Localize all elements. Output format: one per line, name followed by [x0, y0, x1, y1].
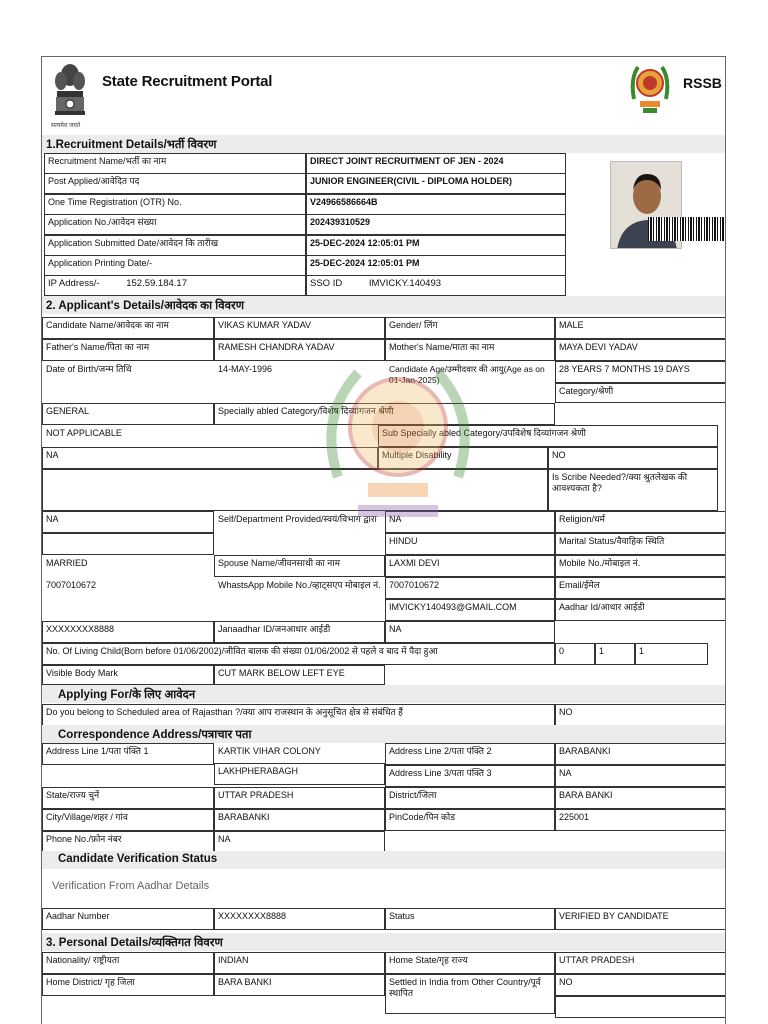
mother-name-label: Mother's Name/माता का नाम: [385, 339, 555, 361]
settled-from-other-country-label: Settled in India from Other Country/पूर्व स्थापित: [385, 974, 555, 1014]
section-personal-title: 3. Personal Details/व्यक्तिगत विवरण: [42, 933, 726, 951]
gender-value: MALE: [555, 317, 726, 339]
dob-value: 14-MAY-1996: [218, 364, 273, 374]
candidate-name-label: Candidate Name/आवेदक का नाम: [42, 317, 214, 339]
section-recruitment-title: 1.Recruitment Details/भर्ती विवरण: [42, 135, 726, 153]
address-line3-label: Address Line 3/पता पंक्ति 3: [385, 765, 555, 787]
spouse-name-value: LAXMI DEVI: [385, 555, 555, 577]
sso-id-value: IMVICKY.140493: [368, 278, 442, 289]
marital-status-label: Marital Status/वैवाहिक स्थिति: [555, 533, 726, 555]
recruitment-row-value: JUNIOR ENGINEER(CIVIL - DIPLOMA HOLDER): [306, 173, 566, 194]
specially-abled-label: Specially abled Category/विशेष दिव्यांगजन श्रेणी: [214, 403, 555, 425]
email-label: Email/ईमेल: [555, 577, 726, 599]
org-short-name: RSSB: [683, 75, 722, 91]
aadhar-number-label: Aadhar Number: [42, 908, 214, 930]
category-label: Category/श्रेणी: [555, 383, 726, 403]
ip-address-label: IP Address/-: [48, 278, 100, 289]
home-state-label: Home State/गृह राज्य: [385, 952, 555, 974]
sub-specially-abled-label: Sub Specially abled Category/उपविशेष दिव्यांगजन श्रेणी: [378, 425, 718, 447]
ip-address-value: 152.59.184.17: [126, 278, 187, 289]
age-value: 28 YEARS 7 MONTHS 19 DAYS: [555, 361, 726, 383]
recruitment-row-value: 202439310529: [306, 214, 566, 235]
ip-address-cell: [44, 275, 306, 296]
sso-id-cell: [306, 275, 566, 296]
blank-cell-2: [555, 996, 726, 1018]
national-emblem-icon: [50, 61, 90, 129]
recruitment-row-label: One Time Registration (OTR) No.: [44, 194, 306, 215]
address-line1b-value: LAKHPHERABAGH: [214, 763, 385, 785]
settled-from-other-country-value: NO: [555, 974, 726, 996]
sub-specially-abled-value: NA: [42, 447, 378, 469]
state-value: UTTAR PRADESH: [214, 787, 385, 809]
multiple-disability-value: NO: [548, 447, 718, 469]
recruitment-row-label: Application Submitted Date/आवेदन कि तारीख: [44, 235, 306, 256]
verification-status-label: Status: [385, 908, 555, 930]
correspondence-title: Correspondence Address/पत्राचार पता: [42, 725, 726, 743]
spouse-name-label: Spouse Name/जीवनसाथी का नाम: [214, 555, 385, 577]
address-line2-label: Address Line 2/पता पंक्ति 2: [385, 743, 555, 765]
body-mark-value: CUT MARK BELOW LEFT EYE: [214, 665, 385, 685]
form-header: [42, 57, 726, 133]
blank-row: [42, 469, 548, 511]
father-name-value: RAMESH CHANDRA YADAV: [214, 339, 385, 361]
recruitment-row-label: Application Printing Date/-: [44, 255, 306, 276]
verification-status-value: VERIFIED BY CANDIDATE: [555, 908, 726, 930]
recruitment-row-value: 25-DEC-2024 12:05:01 PM: [306, 235, 566, 256]
applying-for-title: Applying For/के लिए आवेदन: [42, 685, 726, 703]
living-children-value-3: 1: [635, 643, 708, 665]
barcode: [648, 217, 726, 241]
religion-value: HINDU: [385, 533, 555, 555]
address-line2-value: BARABANKI: [555, 743, 726, 765]
verification-title: Candidate Verification Status: [42, 851, 726, 869]
district-value: BARA BANKI: [555, 787, 726, 809]
recruitment-row-label: Recruitment Name/भर्ती का नाम: [44, 153, 306, 174]
section-applicant-title: 2. Applicant's Details/आवेदक का विवरण: [42, 296, 726, 314]
address-line1-value: KARTIK VIHAR COLONY: [218, 746, 321, 756]
sso-id-label: SSO ID: [310, 278, 343, 289]
city-value: BARABANKI: [214, 809, 385, 831]
recruitment-row-label: Post Applied/आवेदित पद: [44, 173, 306, 194]
address-line3-value: NA: [555, 765, 726, 787]
scribe-needed-value: NA: [42, 511, 214, 533]
pincode-label: PinCode/पिन कोड: [385, 809, 555, 831]
phone-label: Phone No./फ़ोन नंबर: [42, 831, 214, 853]
application-form: [41, 56, 726, 1024]
emblem-caption: सत्यमेव जयते: [51, 123, 81, 129]
aadhar-id-value: XXXXXXXX8888: [42, 621, 214, 643]
recruitment-row-value: V24966586664B: [306, 194, 566, 215]
marital-status-value: MARRIED: [46, 558, 88, 568]
age-label: Candidate Age/उम्मीदवार की आयु(Age as on 01-Jan-2025): [389, 364, 545, 385]
mobile-label: Mobile No./मोबाइल नं.: [555, 555, 726, 577]
living-children-value-1: 0: [555, 643, 595, 665]
body-mark-label: Visible Body Mark: [42, 665, 214, 685]
mobile-value: 7007010672: [46, 580, 97, 590]
self-department-value: NA: [385, 511, 555, 533]
scheduled-area-value: NO: [555, 704, 726, 726]
home-district-value: BARA BANKI: [214, 974, 385, 996]
city-label: City/Village/शहर / गांव: [42, 809, 214, 831]
rssb-logo-icon: [628, 59, 672, 115]
scheduled-area-label: Do you belong to Scheduled area of Rajasthan ?/क्या आप राजस्थान के अनुसूचित क्षेत्र से संबंधित हैं: [42, 704, 555, 726]
mother-name-value: MAYA DEVI YADAV: [555, 339, 726, 361]
candidate-name-value: VIKAS KUMAR YADAV: [214, 317, 385, 339]
gender-label: Gender/ लिंग: [385, 317, 555, 339]
janaadhar-value: NA: [385, 621, 555, 643]
aadhar-number-value: XXXXXXXX8888: [214, 908, 385, 930]
phone-value: NA: [214, 831, 385, 853]
pincode-value: 225001: [555, 809, 726, 831]
recruitment-row-value: 25-DEC-2024 12:05:01 PM: [306, 255, 566, 276]
district-label: District/जिला: [385, 787, 555, 809]
state-label: State/राज्य चुनें: [42, 787, 214, 809]
nationality-label: Nationality/ राष्ट्रीयता: [42, 952, 214, 974]
dob-label: Date of Birth/जन्म तिथि: [46, 364, 132, 374]
verification-subtitle: Verification From Aadhar Details: [52, 880, 210, 892]
father-name-label: Father's Name/पिता का नाम: [42, 339, 214, 361]
email-value: IMVICKY140493@GMAIL.COM: [385, 599, 555, 621]
scribe-needed-label: Is Scribe Needed?/क्या श्रुतलेखक की आवश्यकता है?: [548, 469, 718, 511]
specially-abled-value: NOT APPLICABLE: [46, 428, 122, 438]
portal-title: State Recruitment Portal: [102, 73, 273, 90]
nationality-value: INDIAN: [214, 952, 385, 974]
living-children-value-2: 1: [595, 643, 635, 665]
category-value: GENERAL: [42, 403, 214, 425]
recruitment-row-value: DIRECT JOINT RECRUITMENT OF JEN - 2024: [306, 153, 566, 174]
address-line1-label: Address Line 1/पता पंक्ति 1: [42, 743, 214, 765]
whatsapp-value: 7007010672: [385, 577, 555, 599]
religion-label: Religion/धर्म: [555, 511, 726, 533]
whatsapp-label: WhastsApp Mobile No./व्हाट्सएप मोबाइल नं.: [218, 580, 381, 590]
aadhar-id-label: Aadhar Id/आधार आईडी: [555, 599, 726, 621]
janaadhar-label: Janaadhar ID/जनआधार आईडी: [214, 621, 385, 643]
multiple-disability-label: Multiple Disability: [378, 447, 548, 469]
home-district-label: Home District/ गृह जिला: [42, 974, 214, 996]
home-state-value: UTTAR PRADESH: [555, 952, 726, 974]
blank-cell: [42, 533, 214, 555]
self-department-label: Self/Department Provided/स्वयं/विभाग द्वारा: [218, 514, 377, 524]
living-children-label: No. Of Living Child(Born before 01/06/2002)/जीवित बालक की संख्या 01/06/2002 से पहले व बाद में पैदा हुआ: [42, 643, 555, 665]
recruitment-row-label: Application No./आवेदन संख्या: [44, 214, 306, 235]
